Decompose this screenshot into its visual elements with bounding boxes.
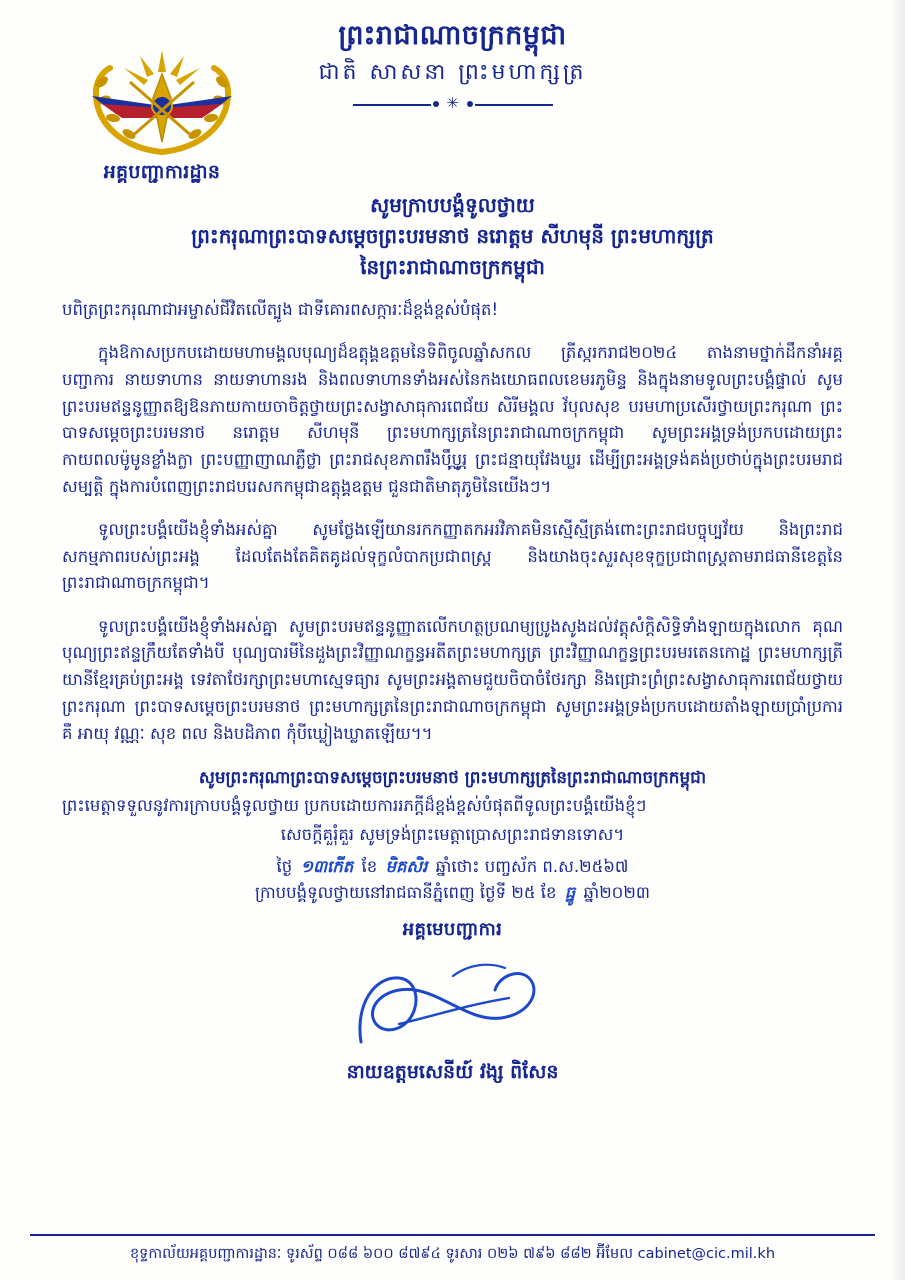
paragraph-1: ក្នុងឱកាសប្រកបដោយមហាមង្គលបុណ្យដ៏ឧត្តុង្គឧត្តមនៃទិពិចូលឆ្នាំសកល ត្រីស្ករករាជ២០២៤ តាងនាមថ្នាក់ដឹកនាំអគ្គបញ្ជាការ នាយទាហាន នាយទាហានរង និងពលទាហានទាំងអស់នៃកងយោធពលខេមរភូមិន្ទ និងក្នុងនាមទូលព្រះបង្គំផ្ទាល់ សូមព្រះបរមឥន្ទនូញ្ញាតឱ្យឱនភាយកាយចាចិត្តថ្វាយព្រះសង្វាសាធុការពេជ័យ សិរីមង្គល វ័បុលសុខ បរមហាប្រសើរថ្វាយព្រះករុណា ព្រះបាទសម្តេចព្រះបរមនាថ នរោត្តម សីហមុនី ព្រះមហាក្សត្រនៃព្រះរាជាណាចក្រកម្ពុជា សូមព្រះអង្គទ្រង់ប្រកបដោយព្រះកាយពលម៉ូមូនខ្លាំងក្លា ព្រះបញ្ញាញាណភ្លឺថ្លា ព្រះរាជសុខភាពរឹងប៉ឹបូរ្ណ ព្រះជន្មាយុវែងឃ្លរ ដើម្បីព្រះអង្គទ្រង់គង់ប្រថាប់ក្នុងព្រះបរមរាជសម្បត្តិ ក្នុងការបំពេញព្រះរាជបរេសកកម្ពុជាឧត្តុង្គឧត្តម ជួនជាតិមាតុភូមិនៃយើងៗ។	[62, 343, 843, 496]
kingdom-name: ព្រះរាជាណាចក្រកម្ពុជា	[338, 20, 567, 51]
gregorian-month: ធ្នូ	[564, 883, 576, 903]
gregorian-mid: ខែ	[540, 883, 557, 903]
date-suffix: បញ្ចស័ក ព.ស.២៥៦៧	[484, 857, 629, 877]
apology-line: សេចក្តីគួរុំគួរ សូមទ្រង់ព្រះមេត្តាប្រោសព្រះរាជទានទោស។	[280, 825, 625, 845]
footer-contact-text: ខុទ្ទកាល័យអគ្គបញ្ជាការដ្ឋានៈ ទូរស័ព្ទ ០៨៨ ៦០០ ៨៧៩៤ ទូរសារ ០២៦ ៧៩៦ ៨៨២ អ៊ីមែល	[129, 1246, 638, 1262]
title-line-1: សូមក្រាបបង្គំទូលថ្វាយ	[370, 193, 535, 217]
national-motto: ជាតិ សាសនា ព្រះមហាក្សត្រ	[318, 60, 587, 86]
date-line-gregorian	[62, 883, 843, 907]
divider-dot-right	[467, 101, 473, 107]
paragraph-3: ទូលព្រះបង្គំយើងខ្ញុំទាំងអស់គ្នា សូមព្រះបរមឥន្ទនូញ្ញាតលើកហត្ថប្រណម្យប្រូងសូងដល់វត្តុសំក្តិសិទ្ធិទាំងឡាយក្នុងលោក គុណបុណ្យព្រះឥន្ទក្រឹយតែទាំងបី បុណ្យបារមីនៃដួងព្រះវិញ្ញាណក្ខន្ធអតីតព្រះមហាក្សត្រ ព្រះវិញ្ញាណក្ខន្ធព្រះបរមរតេនកោដ្ឋ ព្រះមហាក្សត្រីយានីខ្មែរគ្រប់ព្រះអង្គ ទេវតាថែរក្សាព្រះមហាស្មេទធ្យារ សូមព្រះអង្គតាមជួយចិបាចំថែរក្សា និងជ្រោះព្រំព្រះសង្វាសាធុការពេជ័យថ្វាយព្រះករុណា ព្រះបាទសម្តេចព្រះបរមនាថ ព្រះមហាក្សត្រនៃព្រះរាជាណាចក្រកម្ពុជា សូមព្រះអង្គទ្រង់ប្រកបដោយតាំងឡាយប្រាំប្រការ គឺ អាយុ វណ្ណៈ សុខ ពល និងបដិភាព កុំបីឃ្លៀងឃ្លាតឡើយ។។	[62, 616, 843, 743]
date-prefix: ថ្ងៃ	[276, 857, 293, 877]
gregorian-year: ឆ្នាំ២០២៣	[583, 883, 650, 903]
closing-line-2: ព្រះមេត្តាទទួលនូវការក្រាបបង្គំទូលថ្វាយ ប្រកបដោយការរភក្តីដ៏ខ្ពង់ខ្ពស់បំផុតពីទូលព្រះបង្គំយើងខ្ញុំៗ	[62, 795, 647, 815]
salutation-paragraph: បពិត្រព្រះករុណាជាអម្ចាស់ជីវិតលើត្បូង ជាទីគោរពសក្ការៈដ៏ខ្ពង់ខ្ពស់បំផុត!	[62, 300, 499, 319]
place-prefix: ក្រាបបង្គំទូលថ្វាយនៅរាជធានីភ្នំពេញ ថ្ងៃទី	[255, 883, 507, 903]
document-title	[62, 190, 843, 283]
handwritten-month: មិគសិរ	[385, 857, 428, 877]
signature-block	[62, 917, 843, 1088]
paragraph-2: ទូលព្រះបង្គំយើងខ្ញុំទាំងអស់គ្នា សូមថ្លែងឡើយានរកកញ្ញាតកអរវិភាគមិនស្មើស្មីត្រង់ពោះព្រះរាជបច្ចុប្បវ័យ និងព្រះរាជសកម្មភាពរបស់ព្រះអង្គ ដែលតែងតែគិតគូដល់ទុក្ខលំបាកប្រជាពស្ត្រ និងយាងចុះសួរសុខទុក្ខប្រជាពស្ត្រតាមរាជធានីខេត្តនៃព្រះរាជាណាចក្រកម្ពុជា។	[62, 520, 843, 593]
document-footer	[0, 1234, 905, 1280]
title-line-2: ព្រះករុណាព្រះបាទសម្តេចព្រះបរមនាថ នរោត្តម សីហមុនី ព្រះមហាក្សត្រ	[191, 224, 714, 248]
signature-title: អគ្គមេបញ្ជាការ	[402, 919, 503, 941]
decorative-divider	[353, 94, 553, 113]
gregorian-day: ២៥	[511, 883, 536, 903]
military-emblem-icon	[72, 48, 252, 158]
handwritten-day: ១៣កើត	[300, 857, 354, 877]
divider-bar-left	[353, 104, 431, 106]
document-header	[0, 0, 905, 190]
divider-bar-right	[475, 104, 553, 106]
emblem-block	[62, 48, 262, 188]
document-body	[0, 190, 905, 1088]
date-line-buddhist	[62, 857, 843, 881]
title-line-3: នៃព្រះរាជាណាចក្រកម្ពុជា	[360, 255, 545, 279]
signatory-name: នាយឧត្តមសេនីយ៍ វង្ស ពិសែន	[346, 1061, 559, 1084]
footer-email[interactable]: cabinet@cic.mil.kh	[637, 1246, 776, 1262]
footer-contact	[0, 1236, 905, 1280]
divider-dot-left	[433, 101, 439, 107]
date-mid-2: ឆ្នាំថោះ	[435, 857, 480, 877]
divider-star-icon: ✳	[446, 94, 459, 113]
date-mid-1: ខែ	[361, 857, 378, 877]
closing-line-1: សូមព្រះករុណាព្រះបាទសម្តេចព្រះបរមនាថ ព្រះមហាក្សត្រនៃព្រះរាជាណាចក្រកម្ពុជា	[198, 766, 707, 787]
handwritten-signature	[62, 946, 843, 1066]
emblem-label: អគ្គបញ្ជាការដ្ឋាន	[103, 161, 221, 183]
